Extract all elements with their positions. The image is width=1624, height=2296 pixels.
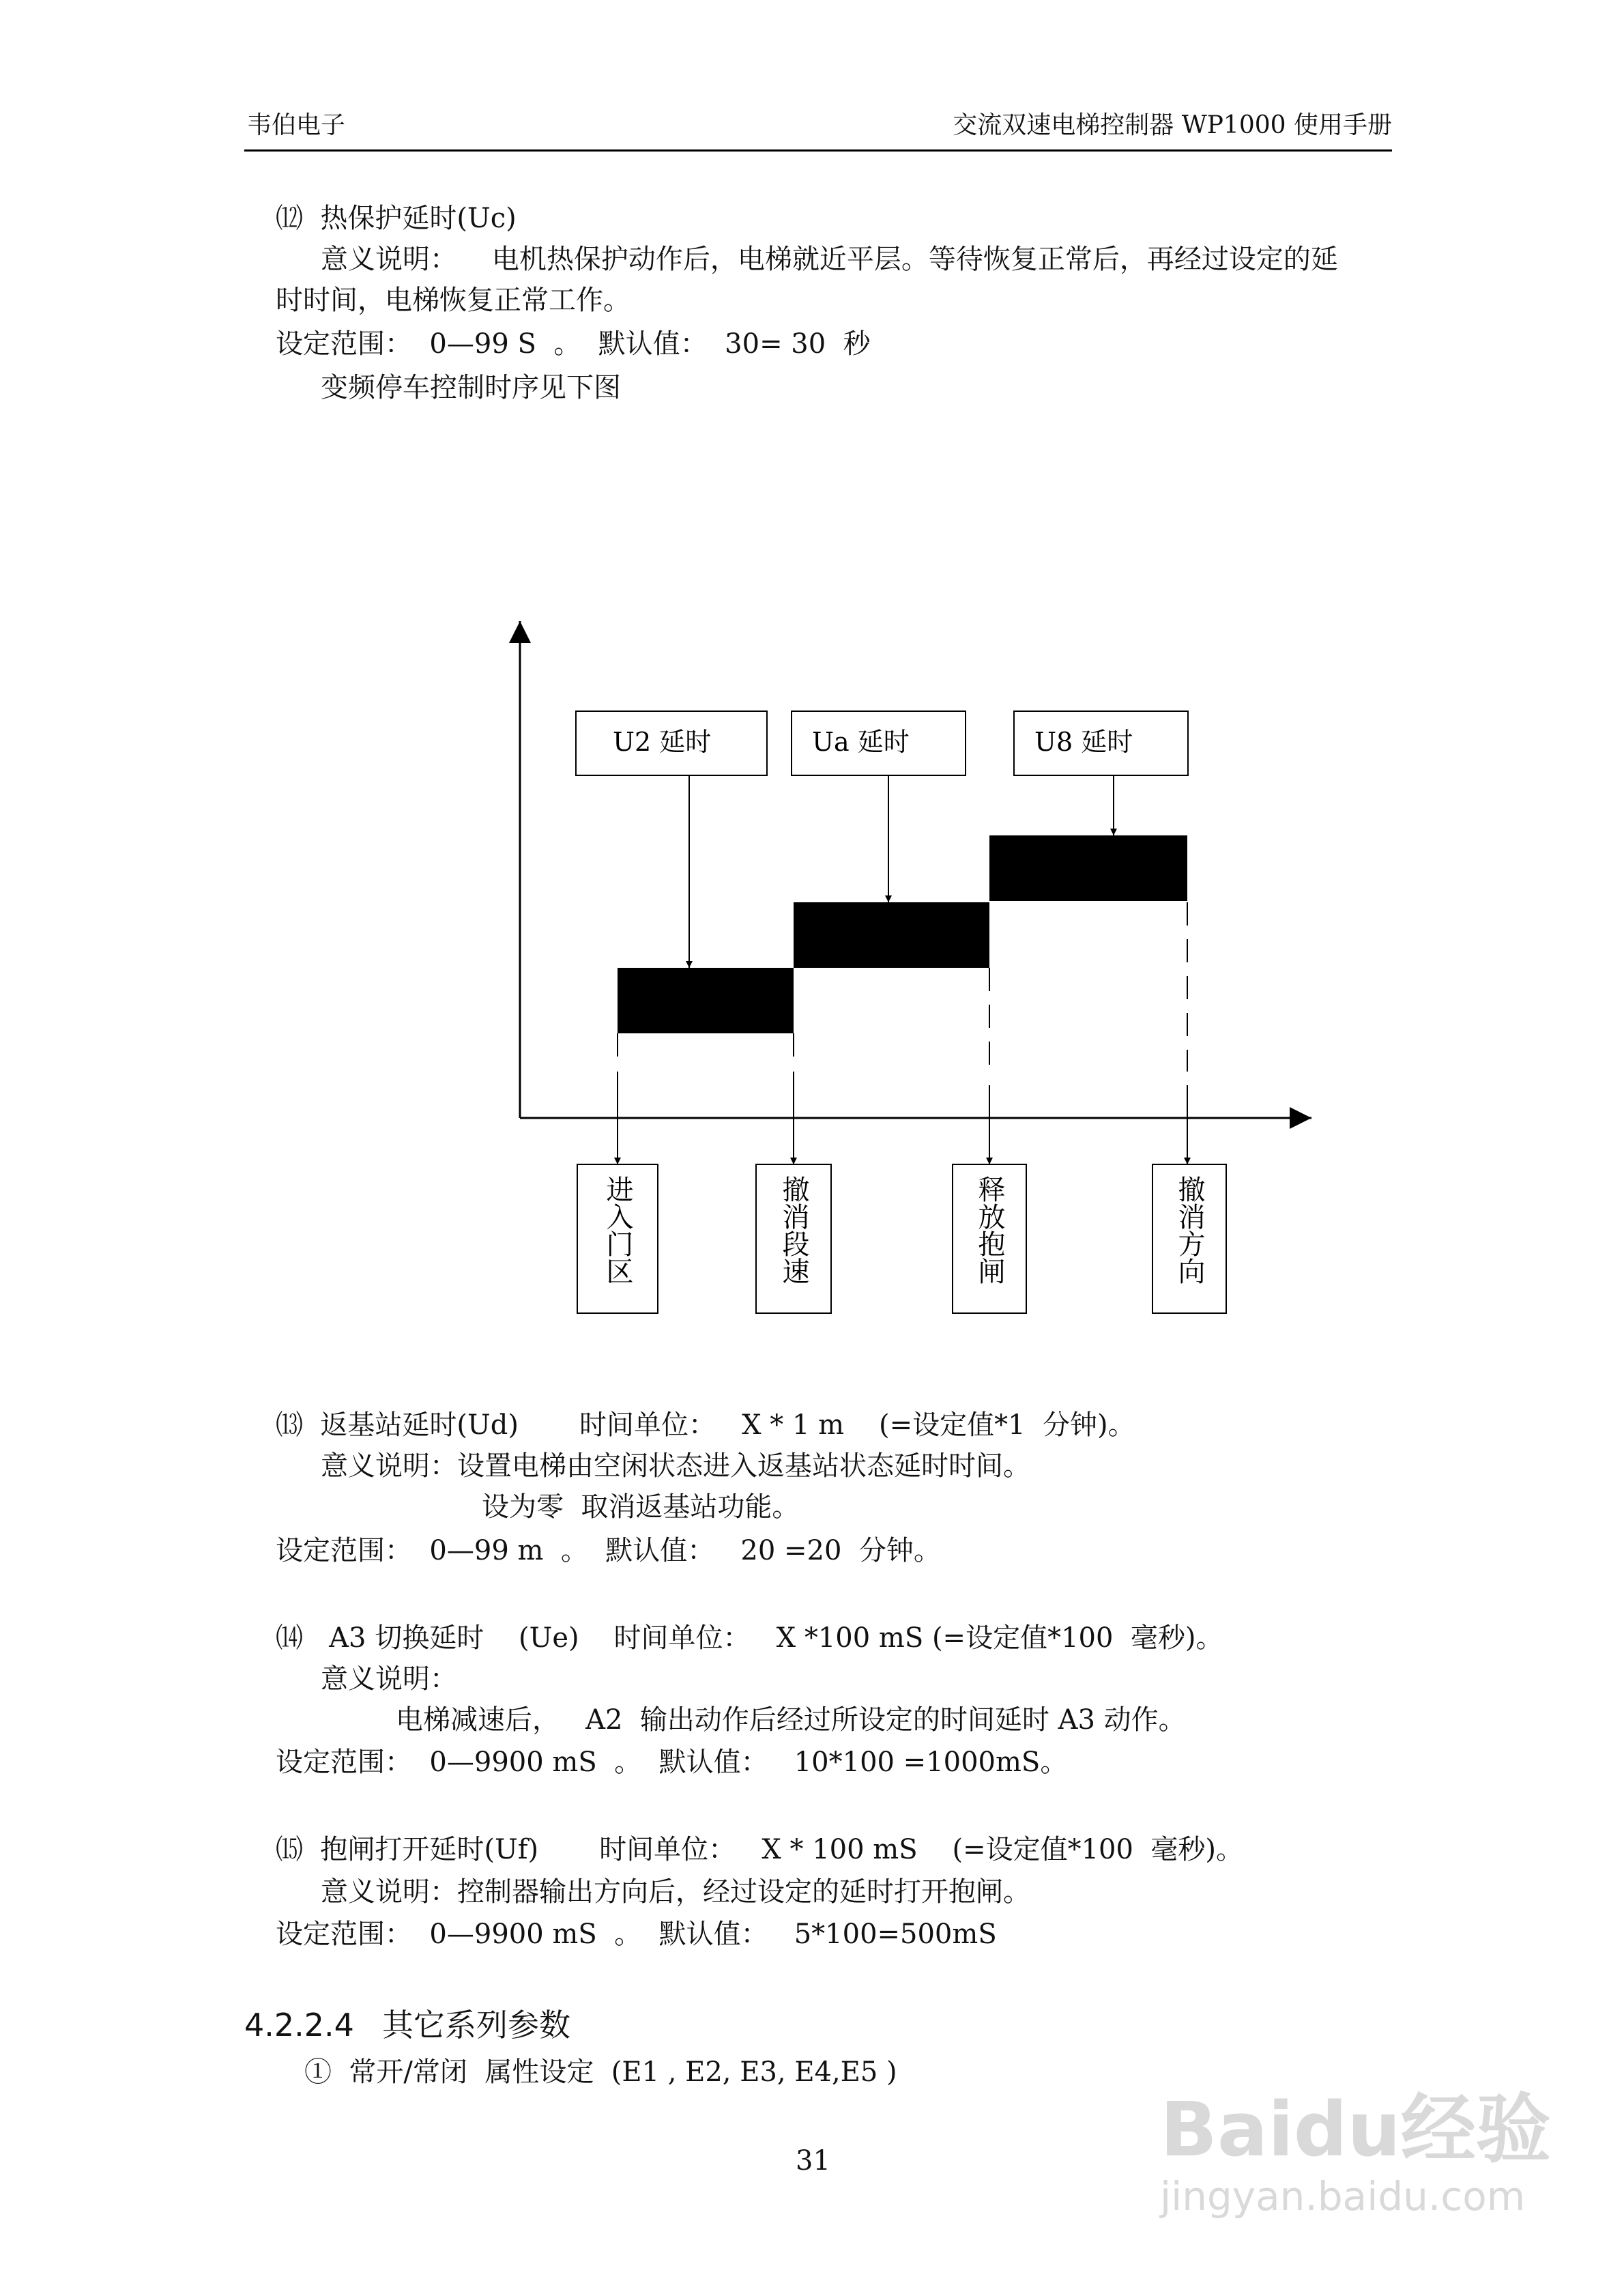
event-label-4: 撤消方向 [1174, 1175, 1205, 1285]
param-12-range: 设定范围： 0—99 S 。 默认值： 30= 30 秒 [276, 328, 871, 360]
param-14-desc-line1: 意义说明： [321, 1663, 457, 1695]
baidu-watermark-logo: Baidu经验 [1160, 2086, 1551, 2173]
stage-block-1 [618, 968, 794, 1033]
param-12-desc-line2: 时时间，电梯恢复正常工作。 [276, 285, 630, 316]
stage-block-3 [989, 835, 1187, 901]
event-label-2: 撤消段速 [778, 1175, 809, 1285]
param-13-desc-line1: 意义说明：设置电梯由空闲状态进入返基站状态延时时间。 [321, 1450, 1030, 1482]
event-labels [602, 1175, 1205, 1285]
param-14-desc-line2: 电梯减速后， A2 输出动作后经过所设定的时间延时 A3 动作。 [396, 1704, 1186, 1736]
param-12-title: ⑿ 热保护延时(Uc) [276, 203, 517, 234]
delay-label-u8: U8 延时 [1034, 727, 1133, 757]
event-label-3: 释放抱闸 [974, 1175, 1005, 1285]
delay-label-u2: U2 延时 [613, 727, 712, 757]
param-14-title: ⒁ A3 切换延时 (Ue) 时间单位： X *100 mS (=设定值*100 毫秒)。 [276, 1622, 1223, 1654]
item-1: ① 常开/常闭 属性设定 (E1 , E2, E3, E4,E5 ) [304, 2056, 897, 2088]
section-number: 4.2.2.4 [244, 2007, 354, 2043]
baidu-watermark-url: jingyan.baidu.com [1160, 2173, 1526, 2220]
page-number: 31 [796, 2145, 830, 2177]
stage-block-2 [794, 902, 989, 968]
param-14-range: 设定范围： 0—9900 mS 。 默认值： 10*100 =1000mS。 [276, 1747, 1068, 1778]
param-13-title: ⒀ 返基站延时(Ud) 时间单位： X * 1 m (=设定值*1 分钟)。 [276, 1409, 1135, 1441]
param-12-desc-line1: 意义说明： 电机热保护动作后，电梯就近平层。等待恢复正常后，再经过设定的延 [321, 244, 1338, 275]
param-15-title: ⒂ 抱闸打开延时(Uf) 时间单位： X * 100 mS (=设定值*100 毫秒)。 [276, 1834, 1243, 1865]
section-title: 其它系列参数 [382, 2007, 570, 2043]
param-13-range: 设定范围： 0—99 m 。 默认值： 20 =20 分钟。 [276, 1535, 941, 1566]
header-left: 韦伯电子 [247, 111, 346, 139]
delay-label-ua: Ua 延时 [812, 727, 910, 757]
param-13-desc-line2: 设为零 取消返基站功能。 [482, 1491, 800, 1523]
header-right: 交流双速电梯控制器 WP1000 使用手册 [953, 111, 1392, 139]
event-label-1: 进入门区 [602, 1175, 633, 1285]
diagram-caption: 变频停车控制时序见下图 [321, 372, 621, 403]
param-15-range: 设定范围： 0—9900 mS 。 默认值： 5*100=500mS [276, 1919, 997, 1950]
param-15-desc-line1: 意义说明：控制器输出方向后，经过设定的延时打开抱闸。 [321, 1876, 1030, 1908]
